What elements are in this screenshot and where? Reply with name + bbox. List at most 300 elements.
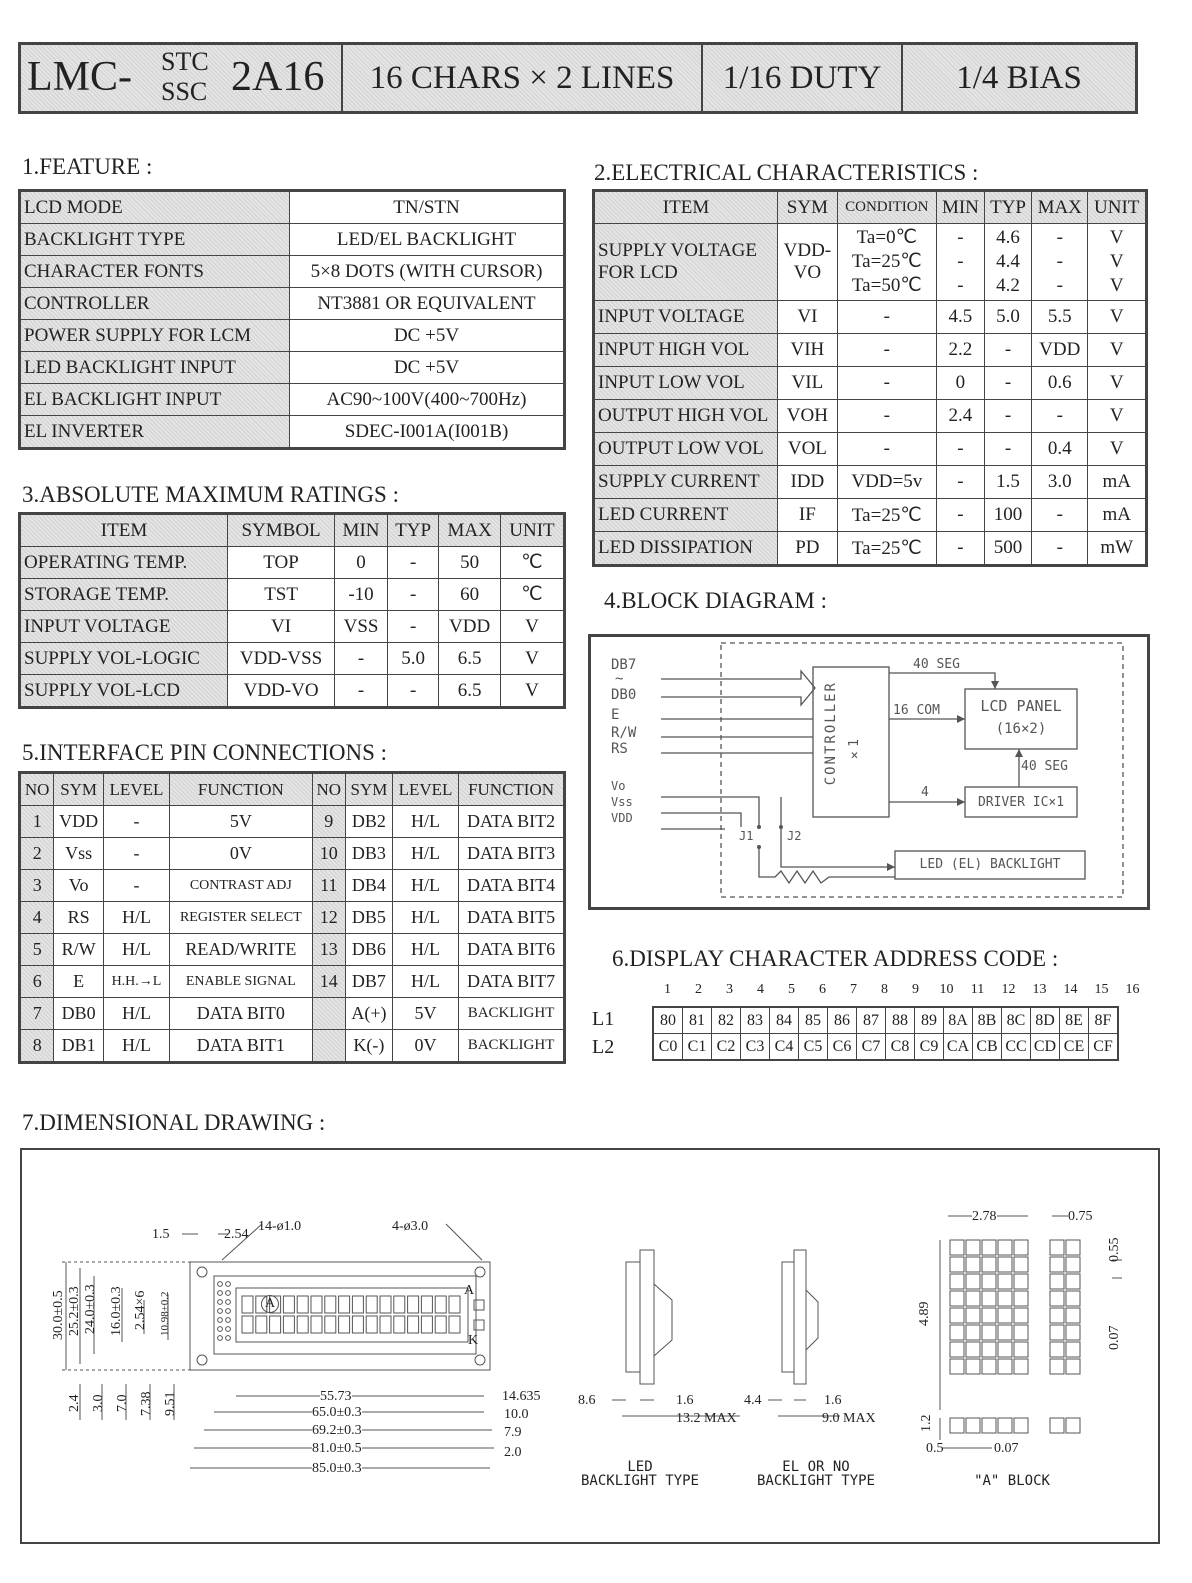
electrical-unit-cell: mA (1088, 466, 1147, 499)
interface-level-cell: H/L (103, 934, 169, 966)
absolute-max-cell: VDD (439, 611, 501, 643)
dim-r7-9: 7.9 (504, 1425, 522, 1440)
interface-no2-cell: 11 (312, 870, 345, 902)
interface-no-cell: 5 (20, 934, 54, 966)
address-cell: 89 (915, 1007, 944, 1034)
block-dot (998, 1240, 1012, 1255)
absolute-unit-cell: V (500, 675, 564, 708)
block-dot (1014, 1291, 1028, 1306)
bias-cell: 1/4 BIAS (956, 60, 1082, 96)
address-cell: 80 (653, 1007, 683, 1034)
pin-hole (218, 1291, 223, 1296)
label-rs: RS (611, 741, 628, 757)
electrical-min-cell: - (936, 499, 984, 532)
electrical-item-cell: INPUT VOLTAGE (594, 301, 778, 334)
electrical-typ-cell: - (985, 433, 1032, 466)
dim-h16: 16.0±0.3 (109, 1286, 124, 1336)
interface-func2-cell: DATA BIT3 (459, 838, 565, 870)
cursor-dot (966, 1418, 980, 1433)
interface-sym2-cell: DB6 (345, 934, 392, 966)
signal-lines (661, 719, 813, 753)
block-dot (982, 1257, 996, 1272)
interface-level2-cell: H/L (392, 966, 458, 998)
feature-value: LED/EL BACKLIGHT (290, 224, 565, 256)
block-dot (1050, 1325, 1064, 1340)
feature-value: TN/STN (290, 191, 565, 224)
address-column-number: 16 (1125, 982, 1140, 997)
electrical-item-cell: SUPPLY CURRENT (594, 466, 778, 499)
address-cell: 83 (741, 1007, 770, 1034)
feature-row (20, 384, 565, 416)
dim-2-54: 2.54 (224, 1227, 249, 1242)
electrical-header-cell: CONDITION (837, 191, 936, 224)
dim-el-4-4: 4.4 (744, 1393, 762, 1408)
interface-header-cell: SYM (54, 773, 104, 806)
pin-hole (218, 1300, 223, 1305)
label-db0: DB0 (611, 687, 637, 703)
model-cell (21, 45, 343, 111)
label-vss: Vss (611, 795, 633, 809)
dim-h24: 24.0±0.3 (83, 1284, 98, 1334)
char-cell (242, 1316, 253, 1333)
char-cell (435, 1296, 446, 1313)
supply-conditions-cell (837, 224, 936, 301)
block-dot (1066, 1240, 1080, 1255)
label-lcd-size: (16×2) (995, 721, 1047, 737)
address-cell: 8E (1060, 1007, 1089, 1034)
electrical-sym-cell: VIH (778, 334, 838, 367)
absolute-min-cell: VSS (335, 611, 388, 643)
interface-no-cell: 8 (20, 1030, 54, 1063)
interface-row (20, 870, 565, 902)
block-dot (1066, 1359, 1080, 1374)
supply-conditions-value: Ta=0℃ (856, 227, 917, 248)
block-dot (982, 1274, 996, 1289)
char-cell (325, 1316, 336, 1333)
electrical-cond-cell: VDD=5v (837, 466, 936, 499)
block-dot (1050, 1308, 1064, 1323)
block-dot (982, 1325, 996, 1340)
block-dot (982, 1359, 996, 1374)
absolute-title: 3.ABSOLUTE MAXIMUM RATINGS : (22, 482, 399, 507)
address-cell: CE (1060, 1034, 1089, 1061)
absolute-min-cell: -10 (335, 579, 388, 611)
electrical-min-cell: 2.4 (936, 400, 984, 433)
label-four: 4 (921, 785, 929, 800)
pin-hole (226, 1309, 231, 1314)
electrical-max-cell: 5.5 (1032, 301, 1088, 334)
block-dot (966, 1342, 980, 1357)
supply-sym-cell (778, 224, 838, 301)
header-bar (18, 42, 1138, 114)
label-vo: Vo (611, 779, 626, 793)
feature-table (18, 189, 566, 450)
electrical-max-cell: - (1032, 532, 1088, 566)
dim-holes-4: 4-ø3.0 (392, 1219, 429, 1234)
block-dot (966, 1240, 980, 1255)
el-type-line1: EL OR NO (782, 1459, 850, 1475)
interface-func-cell: REGISTER SELECT (170, 902, 313, 934)
electrical-cond-cell: - (837, 334, 936, 367)
led-side-view (626, 1250, 672, 1384)
block-dot (1014, 1325, 1028, 1340)
interface-title: 5.INTERFACE PIN CONNECTIONS : (22, 740, 388, 765)
interface-level2-cell: 5V (392, 998, 458, 1030)
absolute-header-cell: ITEM (20, 514, 228, 547)
circle-a-marker: A (261, 1295, 279, 1313)
electrical-header-cell: UNIT (1088, 191, 1147, 224)
interface-level2-cell: H/L (392, 934, 458, 966)
absolute-unit-cell: ℃ (500, 579, 564, 611)
block-dot (1050, 1257, 1064, 1272)
electrical-row (594, 367, 1147, 400)
interface-func-cell: READ/WRITE (170, 934, 313, 966)
interface-header-cell: FUNCTION (170, 773, 313, 806)
pin-hole (226, 1318, 231, 1323)
block-dot (1050, 1274, 1064, 1289)
char-cell (352, 1316, 363, 1333)
supply-item-line2: FOR LCD (598, 262, 678, 283)
block-dot (950, 1274, 964, 1289)
absolute-typ-cell: - (387, 579, 438, 611)
electrical-cond-cell: - (837, 301, 936, 334)
char-cell (339, 1316, 350, 1333)
power-lines (661, 797, 759, 829)
interface-func2-cell: DATA BIT4 (459, 870, 565, 902)
interface-func2-cell: DATA BIT6 (459, 934, 565, 966)
cursor-dot (1066, 1418, 1080, 1433)
supply-max-value: - (1056, 227, 1063, 248)
address-column-number: 7 (850, 982, 857, 997)
electrical-min-cell: 2.2 (936, 334, 984, 367)
duty-cell: 1/16 DUTY (703, 45, 903, 111)
label-driver: DRIVER IC×1 (977, 795, 1065, 810)
address-l1-label: L1 (592, 1008, 615, 1030)
block-dot (1050, 1359, 1064, 1374)
pin-hole (226, 1291, 231, 1296)
address-row-l2 (653, 1034, 1118, 1061)
cursor-dot (1014, 1418, 1028, 1433)
supply-sym-line1: VDD- (783, 240, 832, 261)
label-16com: 16 COM (893, 703, 940, 718)
interface-func-cell: DATA BIT0 (170, 998, 313, 1030)
address-table (652, 1006, 1119, 1061)
dim-v9-51: 9.51 (163, 1391, 178, 1416)
address-l2-label: L2 (592, 1036, 615, 1058)
feature-label: POWER SUPPLY FOR LCM (20, 320, 290, 352)
dimensional-drawing (20, 1148, 1160, 1544)
dim-h10-98: 10.98±0.2 (159, 1291, 171, 1336)
block-dot (950, 1325, 964, 1340)
electrical-max-cell: 0.6 (1032, 367, 1088, 400)
dim-b1-2: 1.2 (919, 1414, 934, 1432)
electrical-cond-cell: - (837, 367, 936, 400)
absolute-item-cell: STORAGE TEMP. (20, 579, 228, 611)
absolute-header-row (20, 514, 565, 547)
feature-value: DC +5V (290, 352, 565, 384)
interface-sym2-cell: DB4 (345, 870, 392, 902)
absolute-header-cell: MIN (335, 514, 388, 547)
electrical-min-cell: - (936, 433, 984, 466)
address-cell: CD (1031, 1034, 1060, 1061)
interface-no2-cell: 14 (312, 966, 345, 998)
electrical-typ-cell: 100 (985, 499, 1032, 532)
block-dot (950, 1291, 964, 1306)
cursor-dot (950, 1418, 964, 1433)
electrical-row (594, 433, 1147, 466)
interface-header-cell: FUNCTION (459, 773, 565, 806)
char-cell (297, 1316, 308, 1333)
seg-line (889, 673, 995, 689)
dim-led-13-2: 13.2 MAX (676, 1411, 737, 1426)
electrical-typ-cell: 1.5 (985, 466, 1032, 499)
address-column-number: 2 (695, 982, 702, 997)
interface-func-cell: 0V (170, 838, 313, 870)
electrical-unit-cell: V (1088, 367, 1147, 400)
block-dot (1066, 1291, 1080, 1306)
interface-sym-cell: E (54, 966, 104, 998)
dim-b0-55: 0.55 (1107, 1237, 1122, 1262)
interface-sym2-cell: K(-) (345, 1030, 392, 1063)
absolute-row (20, 643, 565, 675)
absolute-typ-cell: 5.0 (387, 643, 438, 675)
feature-value: NT3881 OR EQUIVALENT (290, 288, 565, 320)
electrical-cond-cell: Ta=25℃ (837, 499, 936, 532)
model-prefix: LMC- (27, 54, 132, 100)
dim-b0-5: 0.5 (926, 1441, 944, 1456)
address-row-l1 (653, 1007, 1118, 1034)
electrical-row (594, 334, 1147, 367)
electrical-max-cell: 3.0 (1032, 466, 1088, 499)
interface-sym-cell: Vo (54, 870, 104, 902)
supply-min-value: - (957, 275, 964, 296)
electrical-header-cell: MIN (936, 191, 984, 224)
feature-row (20, 256, 565, 288)
supply-conditions-value: Ta=50℃ (851, 275, 922, 296)
address-cell: C6 (828, 1034, 857, 1061)
electrical-typ-cell: - (985, 334, 1032, 367)
interface-header-cell: LEVEL (103, 773, 169, 806)
char-cell (449, 1296, 460, 1313)
interface-sym-cell: Vss (54, 838, 104, 870)
electrical-max-cell: VDD (1032, 334, 1088, 367)
label-db7: DB7 (611, 657, 637, 673)
dim-r2: 2.0 (504, 1445, 522, 1460)
dim-1-5: 1.5 (152, 1227, 170, 1242)
feature-row (20, 288, 565, 320)
address-cell: 87 (857, 1007, 886, 1034)
interface-header-row (20, 773, 565, 806)
absolute-row (20, 611, 565, 643)
char-cell (394, 1296, 405, 1313)
interface-row (20, 806, 565, 838)
block-dot (966, 1308, 980, 1323)
electrical-unit-cell: mA (1088, 499, 1147, 532)
interface-no2-cell: 9 (312, 806, 345, 838)
absolute-header-cell: SYMBOL (228, 514, 335, 547)
label-e: E (611, 707, 620, 723)
interface-no-cell: 1 (20, 806, 54, 838)
electrical-max-cell: - (1032, 499, 1088, 532)
electrical-row (594, 466, 1147, 499)
feature-value: AC90~100V(400~700Hz) (290, 384, 565, 416)
feature-row (20, 224, 565, 256)
address-cell: 84 (770, 1007, 799, 1034)
absolute-header-cell: UNIT (500, 514, 564, 547)
supply-min-value: - (957, 251, 964, 272)
interface-row (20, 998, 565, 1030)
absolute-max-cell: 50 (439, 547, 501, 579)
electrical-item-cell: LED CURRENT (594, 499, 778, 532)
interface-sym-cell: VDD (54, 806, 104, 838)
block-dot (1050, 1240, 1064, 1255)
interface-func2-cell: DATA BIT5 (459, 902, 565, 934)
model-stc: STC (161, 47, 209, 76)
electrical-min-cell: 4.5 (936, 301, 984, 334)
dim-w85: 85.0±0.3 (312, 1461, 362, 1476)
interface-level2-cell: H/L (392, 806, 458, 838)
interface-func-cell: DATA BIT1 (170, 1030, 313, 1063)
block-dot (1066, 1325, 1080, 1340)
absolute-row (20, 579, 565, 611)
interface-no2-cell: 13 (312, 934, 345, 966)
interface-level-cell: H.H.→L (103, 966, 169, 998)
dim-el-1-6: 1.6 (824, 1393, 842, 1408)
block-dot (950, 1240, 964, 1255)
electrical-header-cell: MAX (1032, 191, 1088, 224)
block-dot (998, 1325, 1012, 1340)
absolute-sym-cell: VDD-VO (228, 675, 335, 708)
electrical-min-cell: - (936, 466, 984, 499)
interface-func-cell: 5V (170, 806, 313, 838)
block-diagram (588, 634, 1150, 910)
supply-max-value: - (1056, 275, 1063, 296)
interface-header-cell: LEVEL (392, 773, 458, 806)
address-cell: C3 (741, 1034, 770, 1061)
interface-level-cell: - (103, 806, 169, 838)
feature-row (20, 416, 565, 449)
address-cell: 82 (712, 1007, 741, 1034)
char-cell (311, 1316, 322, 1333)
dim-w55-73: 55.73 (320, 1389, 352, 1404)
dim-w65: 65.0±0.3 (312, 1405, 362, 1420)
interface-row (20, 966, 565, 998)
electrical-sym-cell: IF (778, 499, 838, 532)
interface-func2-cell: BACKLIGHT (459, 998, 565, 1030)
char-cell (449, 1316, 460, 1333)
block-dot (982, 1308, 996, 1323)
interface-func2-cell: DATA BIT7 (459, 966, 565, 998)
dimensional-title: 7.DIMENSIONAL DRAWING : (22, 1110, 326, 1135)
interface-sym2-cell: DB5 (345, 902, 392, 934)
absolute-sym-cell: TOP (228, 547, 335, 579)
label-rw: R/W (611, 725, 637, 741)
char-cell (366, 1316, 377, 1333)
char-cell (394, 1316, 405, 1333)
address-cell: 8B (973, 1007, 1002, 1034)
electrical-typ-cell: 500 (985, 532, 1032, 566)
block-dot (982, 1342, 996, 1357)
absolute-item-cell: INPUT VOLTAGE (20, 611, 228, 643)
interface-level2-cell: H/L (392, 902, 458, 934)
label-tilde: ~ (615, 671, 624, 687)
feature-row (20, 320, 565, 352)
address-column-number: 6 (819, 982, 826, 997)
block-dot (998, 1342, 1012, 1357)
electrical-sym-cell: PD (778, 532, 838, 566)
absolute-unit-cell: ℃ (500, 547, 564, 579)
dim-h25-2: 25.2±0.3 (67, 1286, 82, 1336)
address-column-number: 11 (970, 982, 985, 997)
address-column-number: 15 (1094, 982, 1109, 997)
feature-row (20, 191, 565, 224)
electrical-max-cell: - (1032, 400, 1088, 433)
bus-arrow (661, 671, 815, 705)
pin-hole (218, 1309, 223, 1314)
dim-cathode: K (468, 1333, 479, 1348)
absolute-sym-cell: TST (228, 579, 335, 611)
block-dot (950, 1308, 964, 1323)
char-cell (352, 1296, 363, 1313)
address-cell: C1 (683, 1034, 712, 1061)
interface-sym-cell: RS (54, 902, 104, 934)
interface-no2-cell: 10 (312, 838, 345, 870)
char-cell (283, 1316, 294, 1333)
interface-level2-cell: 0V (392, 1030, 458, 1063)
block-title: 4.BLOCK DIAGRAM : (604, 588, 827, 613)
interface-no-cell: 3 (20, 870, 54, 902)
electrical-max-cell: 0.4 (1032, 433, 1088, 466)
interface-no2-cell (312, 1030, 345, 1063)
address-column-number: 4 (757, 982, 764, 997)
interface-level-cell: - (103, 870, 169, 902)
feature-label: LCD MODE (20, 191, 290, 224)
char-cell (421, 1296, 432, 1313)
interface-level2-cell: H/L (392, 870, 458, 902)
interface-sym2-cell: DB2 (345, 806, 392, 838)
feature-value: SDEC-I001A(I001B) (290, 416, 565, 449)
supply-typ-value: 4.2 (996, 275, 1020, 296)
cursor-dot (998, 1418, 1012, 1433)
electrical-min-cell: 0 (936, 367, 984, 400)
interface-func-cell: ENABLE SIGNAL (170, 966, 313, 998)
dim-b0-75: 0.75 (1068, 1209, 1093, 1224)
char-cell (242, 1296, 253, 1313)
feature-label: EL BACKLIGHT INPUT (20, 384, 290, 416)
label-j2: J2 (787, 829, 802, 843)
dim-b4-89: 4.89 (917, 1301, 932, 1326)
label-vdd: VDD (611, 811, 633, 825)
supply-unit-value: V (1109, 275, 1124, 296)
block-dot (998, 1291, 1012, 1306)
feature-value: 5×8 DOTS (WITH CURSOR) (290, 256, 565, 288)
absolute-sym-cell: VDD-VSS (228, 643, 335, 675)
dim-b0-07a: 0.07 (1107, 1325, 1122, 1350)
char-cell (339, 1296, 350, 1313)
block-dot (1014, 1257, 1028, 1272)
electrical-item-cell: OUTPUT LOW VOL (594, 433, 778, 466)
absolute-unit-cell: V (500, 643, 564, 675)
block-dot (1014, 1274, 1028, 1289)
block-dot (966, 1325, 980, 1340)
dim-v3-0: 3.0 (91, 1394, 106, 1412)
pin-hole (226, 1327, 231, 1332)
electrical-sym-cell: VIL (778, 367, 838, 400)
supply-unit-value: V (1109, 227, 1124, 248)
address-column-number: 9 (912, 982, 919, 997)
block-dot (982, 1291, 996, 1306)
block-dot (998, 1257, 1012, 1272)
